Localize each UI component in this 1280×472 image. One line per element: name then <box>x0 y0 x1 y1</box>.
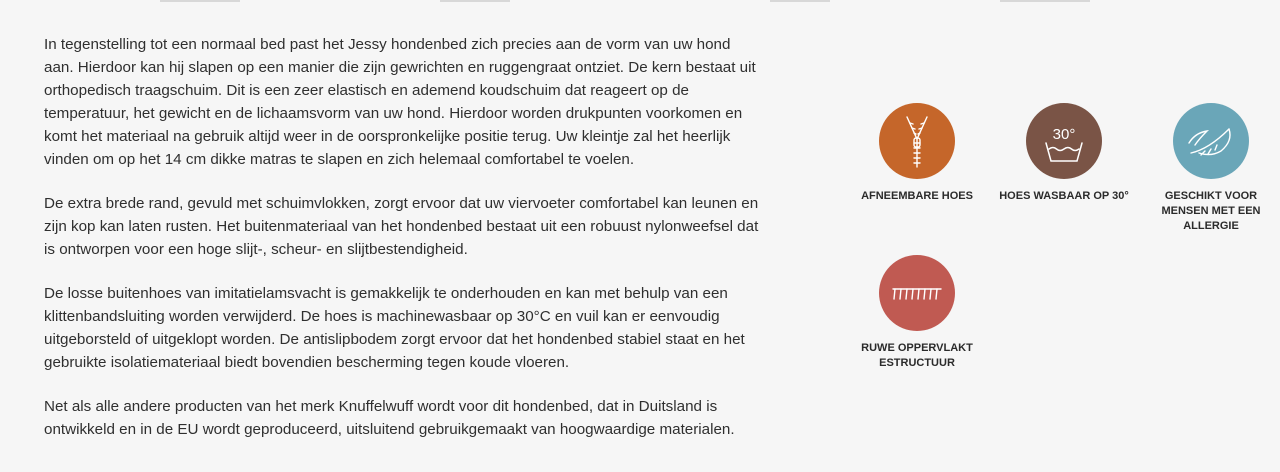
description-paragraph: Net als alle andere producten van het merk Knuffelwuff wordt voor dit hondenbed, dat in Duitsland is ontwikkeld en in de EU wordt geproduceerd, uitsluitend gebruikgemaakt van hoogwaardige materialen. <box>44 398 735 438</box>
feature-allergy <box>1146 103 1276 234</box>
wash-temperature: 30° <box>1052 126 1076 143</box>
wash-30-icon <box>1026 103 1102 179</box>
feature-label: AFNEEMBARE HOES <box>861 190 973 202</box>
description-paragraph: De losse buitenhoes van imitatielamsvacht is gemakkelijk te onderhouden en kan met behulp van een klittenbandsluiting worden verwijderd. De hoes is machinewasbaar op 30°C en vuil kan er eenvoudig uitgeborsteld of uitgeklopt worden. De antislipbodem zorgt ervoor dat het hondenbed stabiel staat en het gebruikte isolatiemateriaal biedt bovendien bescherming tegen koude vloeren. <box>44 285 745 371</box>
feature-washable <box>999 103 1129 204</box>
feature-label: RUWE OPPERVLAKTESTRUCTUUR <box>861 342 973 369</box>
description-paragraph: In tegenstelling tot een normaal bed past het Jessy hondenbed zich precies aan de vorm van uw hond aan. Hierdoor kan hij slapen op een manier die zijn gewrichten en ruggengraat ontziet. De kern bestaat uit orthopedisch traagschuim. Dit is een zeer elastisch en ademend koudschuim dat reageert op de temperatuur, het gewicht en de lichaamsvorm van uw hond. Hierdoor worden drukpunten voorkomen en komt het materiaal na gebruik altijd weer in de oorspronkelijke positie terug. Uw kleintje zal het heerlijk vinden om op het 14 cm dikke matras te slapen en zich helemaal comfortabel te voelen. <box>44 36 756 168</box>
description-paragraph: De extra brede rand, gevuld met schuimvlokken, zorgt ervoor dat uw viervoeter comfortabel kan leunen en zijn kop kan laten rusten. Het buitenmateriaal van het hondenbed bestaat uit een robuust nylonweefsel dat is ontworpen voor een hoge slijt-, scheur- en slijtbestendigheid. <box>44 195 759 258</box>
feather-icon <box>1173 103 1249 179</box>
feature-label: HOES WASBAAR OP 30° <box>999 190 1129 202</box>
feature-label: GESCHIKT VOOR MENSEN MET EEN ALLERGIE <box>1161 190 1261 232</box>
rough-surface-icon <box>879 255 955 331</box>
zipper-icon <box>879 103 955 179</box>
feature-rough-surface <box>852 255 982 371</box>
feature-removable-cover <box>852 103 982 204</box>
